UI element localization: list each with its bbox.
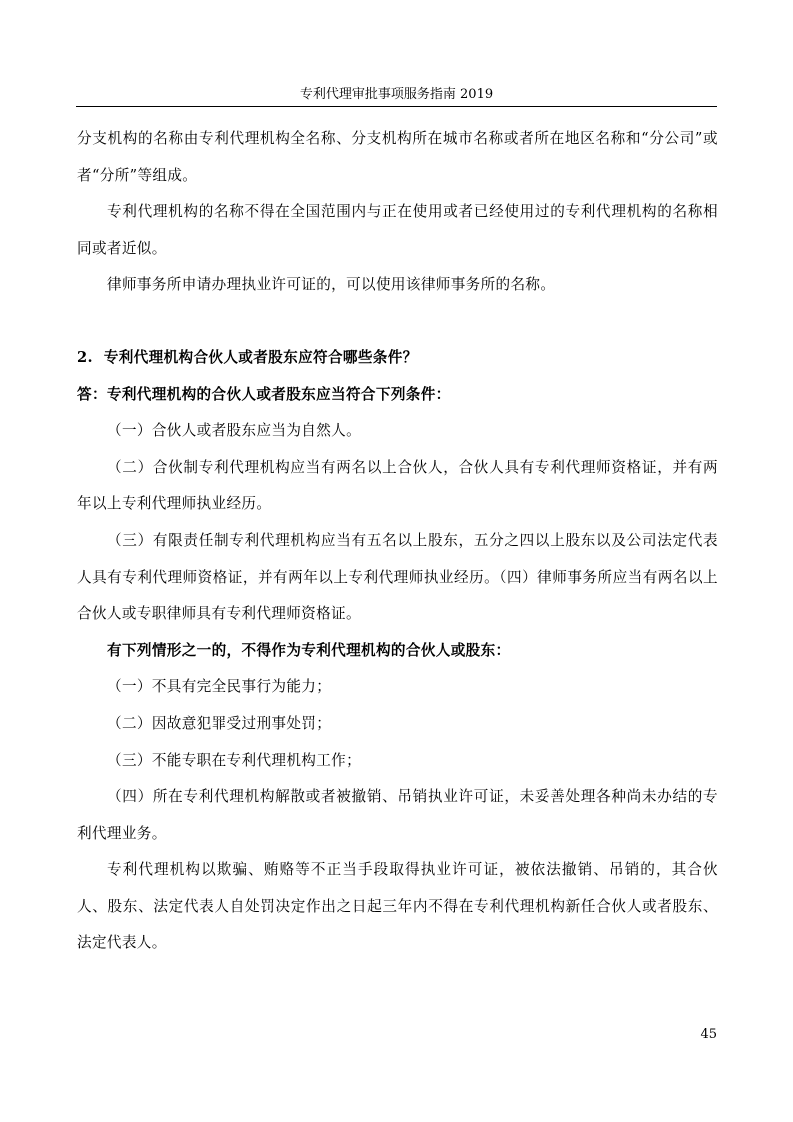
header-divider: [76, 106, 717, 107]
exclusion-item: （四）所在专利代理机构解散或者被撤销、吊销执业许可证，未妥善处理各种尚未办结的专利代理业务。: [77, 788, 718, 842]
exclusion-item: （二）因故意犯罪受过刑事处罚；: [107, 714, 332, 732]
section-spacer: [77, 304, 718, 340]
paragraph-name-restriction: 专利代理机构的名称不得在全国范围内与正在使用或者已经使用过的专利代理机构的名称相同或者近似。: [77, 203, 718, 257]
answer-intro: 答：专利代理机构的合伙人或者股东应当符合下列条件：: [77, 385, 451, 403]
paragraph-law-firm-name: 律师事务所申请办理执业许可证的，可以使用该律师事务所的名称。: [107, 276, 556, 294]
exclusion-item: （三）不能专职在专利代理机构工作；: [107, 751, 362, 769]
exclusion-heading: 有下列情形之一的，不得作为专利代理机构的合伙人或股东：: [107, 641, 511, 659]
condition-item: （二）合伙制专利代理机构应当有两名以上合伙人，合伙人具有专利代理师资格证，并有两年以上专利代理师执业经历。: [77, 458, 718, 513]
paragraph-branch-naming: 分支机构的名称由专利代理机构全名称、分支机构所在城市名称或者所在地区名称和“分公司”或者“分所”等组成。: [77, 130, 718, 184]
page-number: 45: [700, 1027, 717, 1042]
exclusion-item: （一）不具有完全民事行为能力；: [107, 678, 332, 696]
condition-item: （一）合伙人或者股东应当为自然人。: [107, 422, 362, 440]
section-heading: 2. 专利代理机构合伙人或者股东应符合哪些条件？: [77, 348, 418, 366]
condition-item: （三）有限责任制专利代理机构应当有五名以上股东，五分之四以上股东以及公司法定代表人具有专利代理师资格证，并有两年以上专利代理师执业经历。（四）律师事务所应当有两名以上合伙人或专职律师具有专利代理师资格证。: [77, 531, 718, 623]
document-body: [77, 121, 718, 962]
page-header: 专利代理审批事项服务指南 2019: [299, 87, 494, 102]
closing-paragraph: 专利代理机构以欺骗、贿赂等不正当手段取得执业许可证，被依法撤销、吊销的，其合伙人、股东、法定代表人自处罚决定作出之日起三年内不得在专利代理机构新任合伙人或者股东、法定代表人。: [77, 861, 718, 952]
